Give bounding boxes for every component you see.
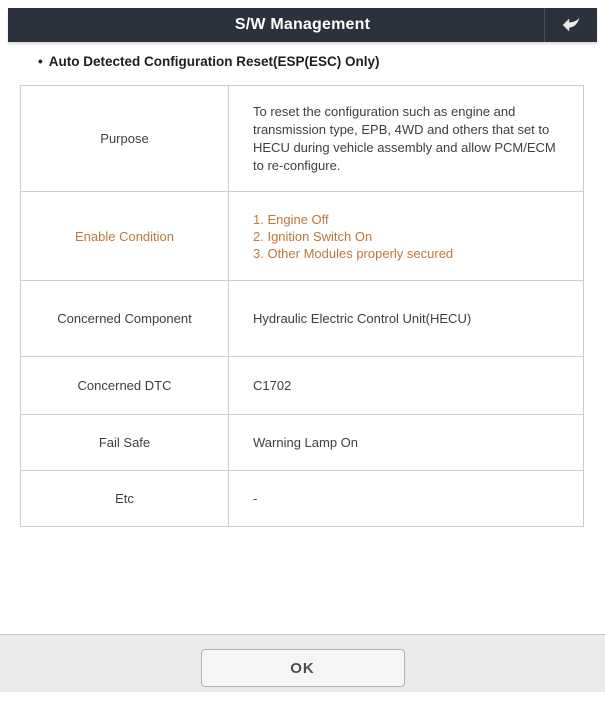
back-button[interactable] xyxy=(544,8,597,42)
table-row-concerned-dtc xyxy=(21,357,584,415)
bullet-marker: • xyxy=(38,54,43,69)
condition-line: 2. Ignition Switch On xyxy=(253,228,373,244)
table-row-purpose xyxy=(21,86,584,192)
table-row-fail-safe xyxy=(21,415,584,471)
table-row-enable-condition xyxy=(21,192,584,281)
row-value: Warning Lamp On xyxy=(229,415,584,471)
row-value: Hydraulic Electric Control Unit(HECU) xyxy=(229,281,584,357)
row-value xyxy=(229,192,584,281)
row-value: C1702 xyxy=(229,357,584,415)
row-label: Fail Safe xyxy=(21,415,229,471)
table-row-concerned-component xyxy=(21,281,584,357)
info-table xyxy=(20,85,584,527)
footer-bar xyxy=(0,634,605,692)
row-label: Etc xyxy=(21,471,229,527)
condition-line: 3. Other Modules properly secured xyxy=(253,245,454,261)
row-label: Purpose xyxy=(21,86,229,192)
row-label: Enable Condition xyxy=(21,192,229,281)
return-arrow-icon xyxy=(560,14,582,36)
section-heading xyxy=(38,54,585,69)
page-title: S/W Management xyxy=(234,16,371,33)
table-row-etc xyxy=(21,471,584,527)
title-bar xyxy=(8,8,597,42)
ok-button[interactable]: OK xyxy=(201,649,405,687)
condition-line: 1. Engine Off xyxy=(253,211,329,227)
section-heading-text: Auto Detected Configuration Reset(ESP(ESC) Only) xyxy=(48,54,380,69)
row-label: Concerned Component xyxy=(21,281,229,357)
row-value: - xyxy=(229,471,584,527)
row-value: To reset the configuration such as engine and transmission type, EPB, 4WD and others that set to HECU during vehicle assembly and allow PCM/ECM to re-configure. xyxy=(229,86,584,192)
row-label: Concerned DTC xyxy=(21,357,229,415)
